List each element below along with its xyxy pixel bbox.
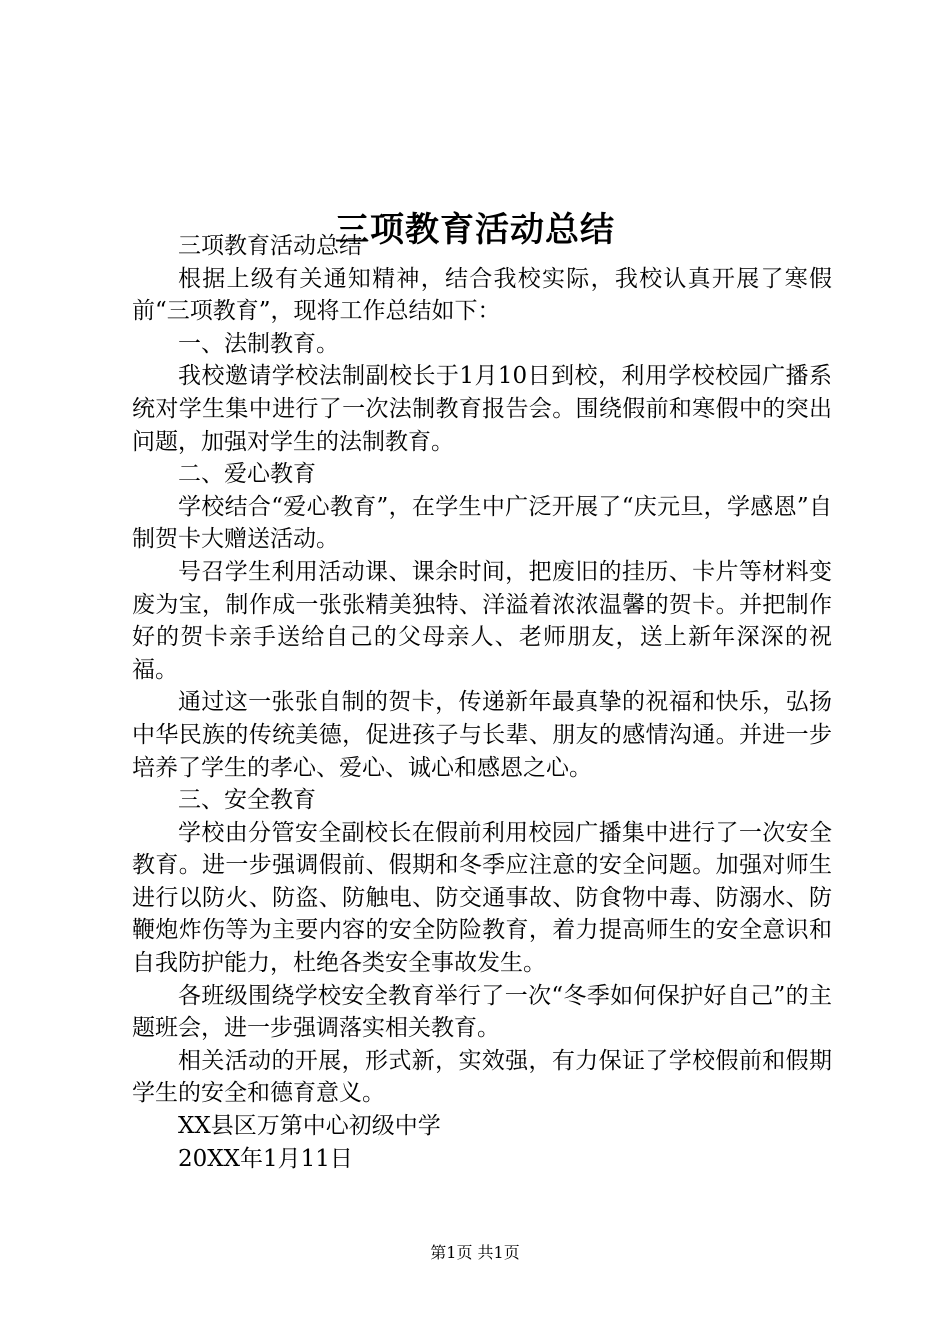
paragraph-subtitle: 三项教育活动总结 xyxy=(178,233,362,259)
page-footer: 第1页 共1页 xyxy=(430,1243,520,1262)
section-heading-safety: 三、安全教育 xyxy=(178,787,316,814)
paragraph-intro: 根据上级有关通知精神，结合我校实际，我校认真开展了寒假前“三项教育”，现将工作总结如下： xyxy=(132,265,832,325)
signature-school: XX县区万第中心初级中学 xyxy=(178,1113,441,1140)
paragraph-love-3: 通过这一张张自制的贺卡，传递新年最真挚的祝福和快乐，弘扬中华民族的传统美德，促进孩子与长辈、朋友的感情沟通。并进一步培养了学生的孝心、爱心、诚心和感恩之心。 xyxy=(132,689,832,781)
paragraph-safety-2: 各班级围绕学校安全教育举行了一次“冬季如何保护好自己”的主题班会，进一步强调落实相关教育。 xyxy=(132,982,832,1042)
paragraph-safety-1: 学校由分管安全副校长在假前利用校园广播集中进行了一次安全教育。进一步强调假前、假期和冬季应注意的安全问题。加强对师生进行以防火、防盗、防触电、防交通事故、防食物中毒、防溺水、防鞭炮炸伤等为主要内容的安全防险教育，着力提高师生的安全意识和自我防护能力，杜绝各类安全事故发生。 xyxy=(132,819,832,977)
paragraph-love-2: 号召学生利用活动课、课余时间，把废旧的挂历、卡片等材料变废为宝，制作成一张张精美独特、洋溢着浓浓温馨的贺卡。并把制作好的贺卡亲手送给自己的父母亲人、老师朋友，送上新年深深的祝福。 xyxy=(132,558,832,683)
section-heading-legal: 一、法制教育。 xyxy=(178,330,339,357)
paragraph-legal: 我校邀请学校法制副校长于1月10日到校，利用学校校园广播系统对学生集中进行了一次法制教育报告会。围绕假前和寒假中的突出问题，加强对学生的法制教育。 xyxy=(132,363,832,455)
document-title: 三项教育活动总结 xyxy=(335,209,615,250)
section-heading-love: 二、爱心教育 xyxy=(178,461,316,488)
document-body xyxy=(132,230,832,1175)
paragraph-conclusion: 相关活动的开展，形式新，实效强，有力保证了学校假前和假期学生的安全和德育意义。 xyxy=(132,1047,832,1107)
signature-date: 20XX年1月11日 xyxy=(178,1145,353,1172)
paragraph-love-1: 学校结合“爱心教育”，在学生中广泛开展了“庆元旦，学感恩”自制贺卡大赠送活动。 xyxy=(132,493,832,553)
